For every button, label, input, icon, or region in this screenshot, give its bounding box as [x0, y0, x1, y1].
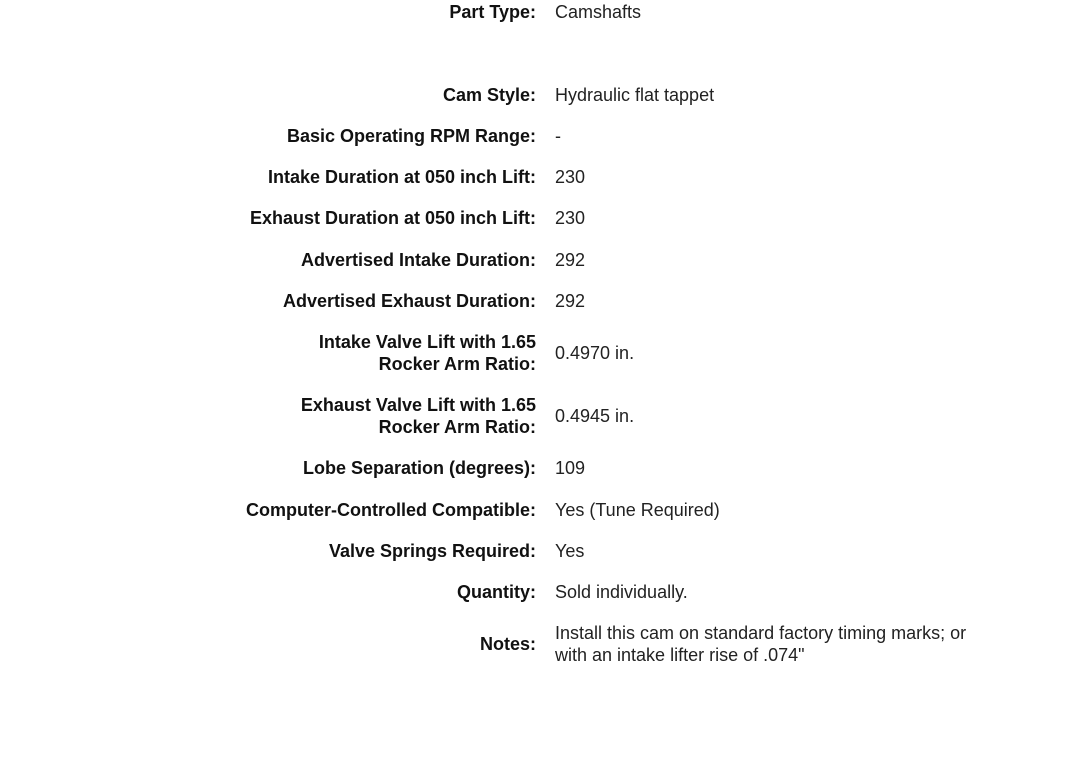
spec-label: Lobe Separation (degrees): — [302, 458, 536, 478]
spec-row-exhaust-valve-lift — [0, 394, 1080, 438]
spec-value: Camshafts — [555, 2, 642, 22]
spec-value: 292 — [555, 291, 586, 311]
spec-row-rpm-range — [0, 125, 1080, 147]
spec-label: Advertised Intake Duration: — [300, 250, 536, 270]
spec-row-notes — [0, 622, 1080, 666]
spec-row-computer-compatible — [0, 499, 1080, 521]
spec-value: Install this cam on standard factory timing marks; or with an intake lifter rise of .074" — [555, 623, 967, 665]
spec-value: Yes — [555, 541, 585, 561]
spec-label: Exhaust Duration at 050 inch Lift: — [249, 208, 536, 228]
spec-label: Intake Valve Lift with 1.65 Rocker Arm Ratio: — [318, 332, 536, 374]
spec-row-intake-duration-050 — [0, 166, 1080, 188]
spec-value: 230 — [555, 167, 586, 187]
spec-row-quantity — [0, 581, 1080, 603]
spec-label: Cam Style: — [442, 85, 536, 105]
spec-row-exhaust-duration-050 — [0, 207, 1080, 229]
spec-label: Notes: — [479, 634, 536, 654]
spec-value: 0.4970 in. — [555, 343, 635, 363]
spec-label: Computer-Controlled Compatible: — [246, 500, 536, 520]
spec-row-valve-springs — [0, 540, 1080, 562]
spec-row-advertised-exhaust — [0, 290, 1080, 312]
spec-label: Intake Duration at 050 inch Lift: — [267, 167, 536, 187]
spec-value: 0.4945 in. — [555, 406, 635, 426]
spec-label: Basic Operating RPM Range: — [286, 126, 536, 146]
spec-value: 230 — [555, 208, 586, 228]
spec-value: Sold individually. — [555, 582, 688, 602]
spec-row-cam-style — [0, 84, 1080, 106]
spec-value: 109 — [555, 458, 586, 478]
spec-row-advertised-intake — [0, 249, 1080, 271]
spec-value: - — [555, 126, 561, 146]
spec-label: Quantity: — [457, 582, 536, 602]
spec-value: 292 — [555, 250, 586, 270]
spec-value: Yes (Tune Required) — [555, 500, 720, 520]
spec-row-lobe-separation — [0, 457, 1080, 479]
spec-value: Hydraulic flat tappet — [555, 85, 715, 105]
spec-row-intake-valve-lift — [0, 331, 1080, 375]
spec-label: Part Type: — [449, 2, 536, 22]
spec-label: Valve Springs Required: — [328, 541, 536, 561]
spec-label: Advertised Exhaust Duration: — [282, 291, 536, 311]
spec-label: Exhaust Valve Lift with 1.65 Rocker Arm Ratio: — [300, 395, 536, 437]
spec-row-part-type — [0, 1, 1080, 23]
